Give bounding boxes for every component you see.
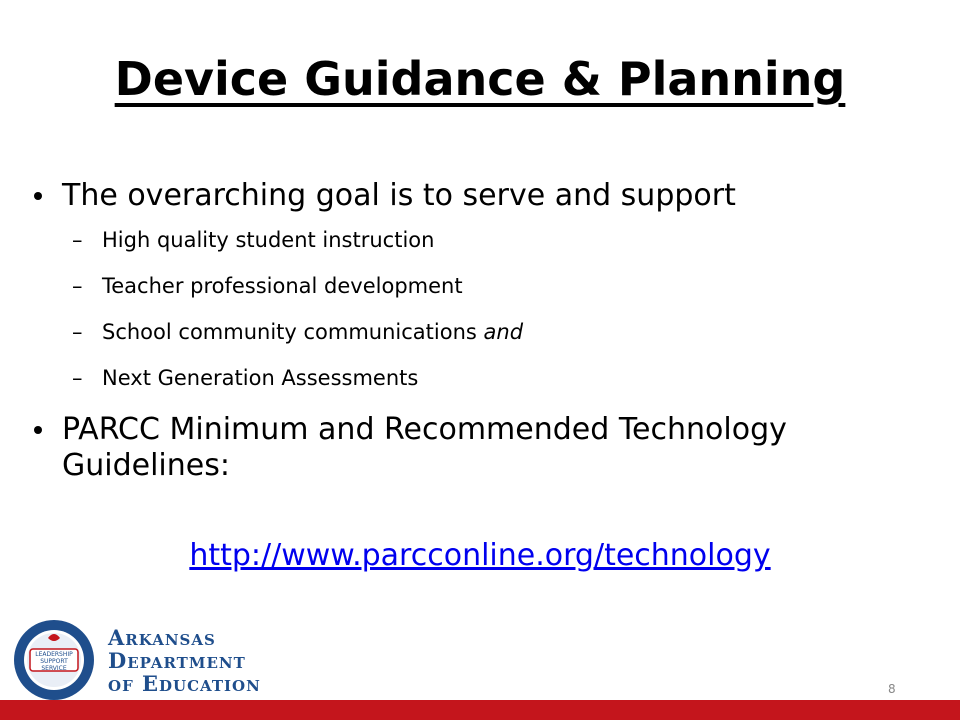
sub-bullet-text: School community communications [102,320,484,344]
wordmark-line: Department [108,648,246,673]
sub-bullet-text: High quality student instruction [102,228,435,252]
ade-wordmark [108,626,261,695]
slide-title [0,52,960,106]
seal-line-1: LEADERSHIP [35,651,73,658]
bullet-item: The overarching goal is to serve and support [30,178,930,214]
bullet-item: PARCC Minimum and Recommended Technology Guidelines: [30,412,930,484]
sub-bullet-item [30,226,930,272]
slide-title-text: Device Guidance & Planning [114,52,846,106]
seal-line-3: SERVICE [41,665,67,672]
seal-line-2: SUPPORT [40,658,68,665]
parcc-technology-link[interactable]: http://www.parcconline.org/technology [189,538,771,573]
sub-bullet-item [30,272,930,318]
sub-bullet-item [30,364,930,410]
ade-seal-icon [14,620,94,700]
sub-bullet-italic-suffix: and [483,320,524,344]
page-number: 8 [888,682,896,696]
bullet-list [30,178,930,496]
dash-marker: – [72,274,83,298]
wordmark-line: of Education [108,671,261,696]
dash-marker: – [72,366,83,390]
sub-bullet-text: Teacher professional development [102,274,463,298]
sub-bullet-item [30,318,930,364]
footer-bar [0,700,960,720]
dash-marker: – [72,228,83,252]
dash-marker: – [72,320,83,344]
sub-bullet-text: Next Generation Assessments [102,366,419,390]
wordmark-line: Arkansas [108,625,216,650]
